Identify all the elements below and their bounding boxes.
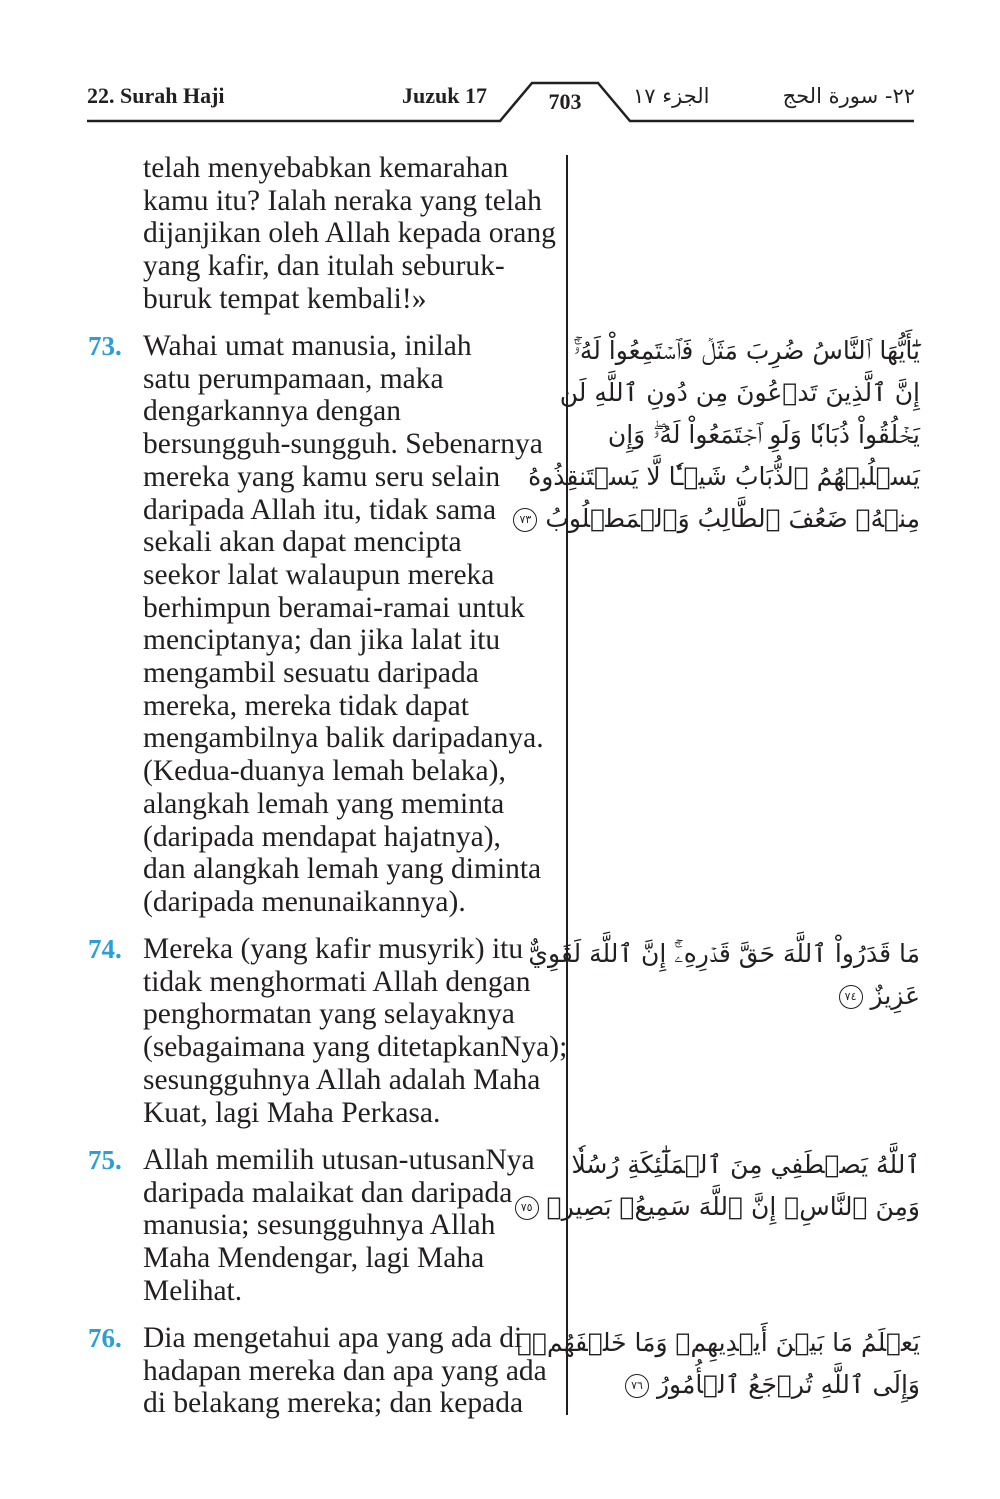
verse-number: 75.: [88, 1145, 122, 1175]
verse-number: 74.: [88, 934, 122, 964]
text-line: dan alangkah lemah yang diminta: [143, 853, 542, 886]
text-line: (daripada menunaikannya).: [143, 885, 466, 918]
text-line: buruk tempat kembali!»: [143, 282, 427, 315]
text-line: dengarkannya dengan: [143, 395, 402, 428]
verse-76-arabic: [517, 1322, 920, 1406]
page-number: 703: [548, 89, 582, 114]
text-line: penghormatan yang selayaknya: [143, 998, 515, 1031]
text-line: Maha Mendengar, lagi Maha: [143, 1242, 485, 1275]
text-line: mengambilnya balik daripadanya.: [143, 722, 544, 755]
arabic-line: عَزِيزٌ ٧٤: [595, 975, 920, 1017]
arabic-line: يَسۡلُبۡهُمُ ٱلذُّبَابُ شَيۡـٔٗا لَّا يَسۡتَنقِذُوهُ: [528, 462, 920, 491]
arabic-line: يَٰٓأَيُّهَا ٱلنَّاسُ ضُرِبَ مَثَلٞ فَٱسۡتَمِعُواْ لَهُۥٓۚ: [573, 336, 920, 365]
text-line: tidak menghormati Allah dengan: [143, 965, 531, 998]
arabic-line: مَا قَدَرُواْ ٱللَّهَ حَقَّ قَدۡرِهِۦٓۚ إِنَّ ٱللَّهَ لَقَوِيٌّ: [528, 939, 920, 968]
text-line: Wahai umat manusia, inilah: [143, 330, 472, 362]
arabic-line: مِنۡهُۚ ضَعُفَ ٱلطَّالِبُ وَٱلۡمَطۡلُوبُ ٧٣: [595, 498, 920, 540]
juz-label: Juzuk 17: [402, 83, 487, 108]
juz-arabic: الجزء ١٧: [633, 84, 710, 108]
text-line: (Kedua-duanya lemah belaka),: [143, 755, 506, 788]
text-line: seekor lalat walaupun mereka: [143, 558, 495, 591]
text-line: di belakang mereka; dan kepada: [143, 1387, 524, 1420]
text-line: menciptanya; dan jika lalat itu: [143, 624, 501, 657]
text-line: (sebagaimana yang ditetapkanNya);: [143, 1031, 568, 1064]
text-line: alangkah lemah yang meminta: [143, 787, 505, 820]
text-line: sekali akan dapat mencipta: [143, 526, 462, 559]
verse-end-marker: ٧٥: [515, 1196, 539, 1220]
text-line: kamu itu? Ialah neraka yang telah: [143, 184, 542, 217]
text-line: Melihat.: [143, 1274, 243, 1307]
text-line: sesungguhnya Allah adalah Maha: [143, 1063, 541, 1096]
text-line: Dia mengetahui apa yang ada di: [143, 1322, 523, 1354]
verse-73-arabic: [519, 330, 920, 540]
text-line: berhimpun beramai-ramai untuk: [143, 591, 525, 624]
text-line: yang kafir, dan itulah seburuk-: [143, 250, 505, 283]
verse-number: 73.: [88, 331, 122, 361]
verse-end-marker: ٧٤: [839, 985, 863, 1009]
arabic-line: إِنَّ ٱلَّذِينَ تَدۡعُونَ مِن دُونِ ٱللَّهِ لَن: [559, 378, 920, 407]
text-line: telah menyebabkan kemarahan: [143, 152, 509, 184]
header-rule: [0, 0, 1000, 130]
text-line: manusia; sesungguhnya Allah: [143, 1209, 496, 1242]
text-line: satu perumpamaan, maka: [143, 362, 444, 395]
text-line: bersungguh-sungguh. Sebenarnya: [143, 428, 543, 461]
surah-title: 22. Surah Haji: [87, 83, 225, 108]
arabic-line: يَخۡلُقُواْ ذُبَابٗا وَلَوِ ٱجۡتَمَعُواْ لَهُۥۖ وَإِن: [607, 420, 920, 449]
text-line: daripada malaikat dan daripada: [143, 1176, 513, 1209]
text-line: (daripada mendapat hajatnya),: [143, 820, 501, 853]
text-line: mereka, mereka tidak dapat: [143, 689, 469, 722]
text-line: Allah memilih utusan-utusanNya: [143, 1144, 535, 1176]
verse-number: 76.: [88, 1323, 122, 1353]
verse-75-arabic: [520, 1144, 920, 1228]
arabic-line: وَإِلَى ٱللَّهِ تُرۡجَعُ ٱلۡأُمُورُ ٧٦: [595, 1364, 920, 1406]
verse-end-marker: ٧٣: [513, 508, 537, 532]
verse-74-arabic: [528, 933, 920, 1017]
page-header: [0, 0, 1000, 130]
arabic-line: يَعۡلَمُ مَا بَيۡنَ أَيۡدِيهِمۡ وَمَا خَلۡفَهُمۡۗ: [517, 1328, 920, 1357]
text-line: hadapan mereka dan apa yang ada: [143, 1354, 547, 1387]
arabic-line: وَمِنَ ٱلنَّاسِۚ إِنَّ ٱللَّهَ سَمِيعُۢ بَصِيرٞ ٧٥: [595, 1186, 920, 1228]
verse-end-marker: ٧٦: [625, 1374, 649, 1398]
text-line: daripada Allah itu, tidak sama: [143, 493, 497, 526]
text-line: mereka yang kamu seru selain: [143, 460, 501, 493]
text-line: Kuat, lagi Maha Perkasa.: [143, 1096, 441, 1129]
arabic-line: ٱللَّهُ يَصۡطَفِي مِنَ ٱلۡمَلَٰٓئِكَةِ رُسُلٗا: [571, 1150, 920, 1179]
text-line: Mereka (yang kafir musyrik) itu: [143, 933, 524, 965]
text-line: dijanjikan oleh Allah kepada orang: [143, 217, 556, 250]
text-line: mengambil sesuatu daripada: [143, 657, 479, 690]
surah-arabic: ٢٢- سورة الحج: [782, 84, 915, 108]
